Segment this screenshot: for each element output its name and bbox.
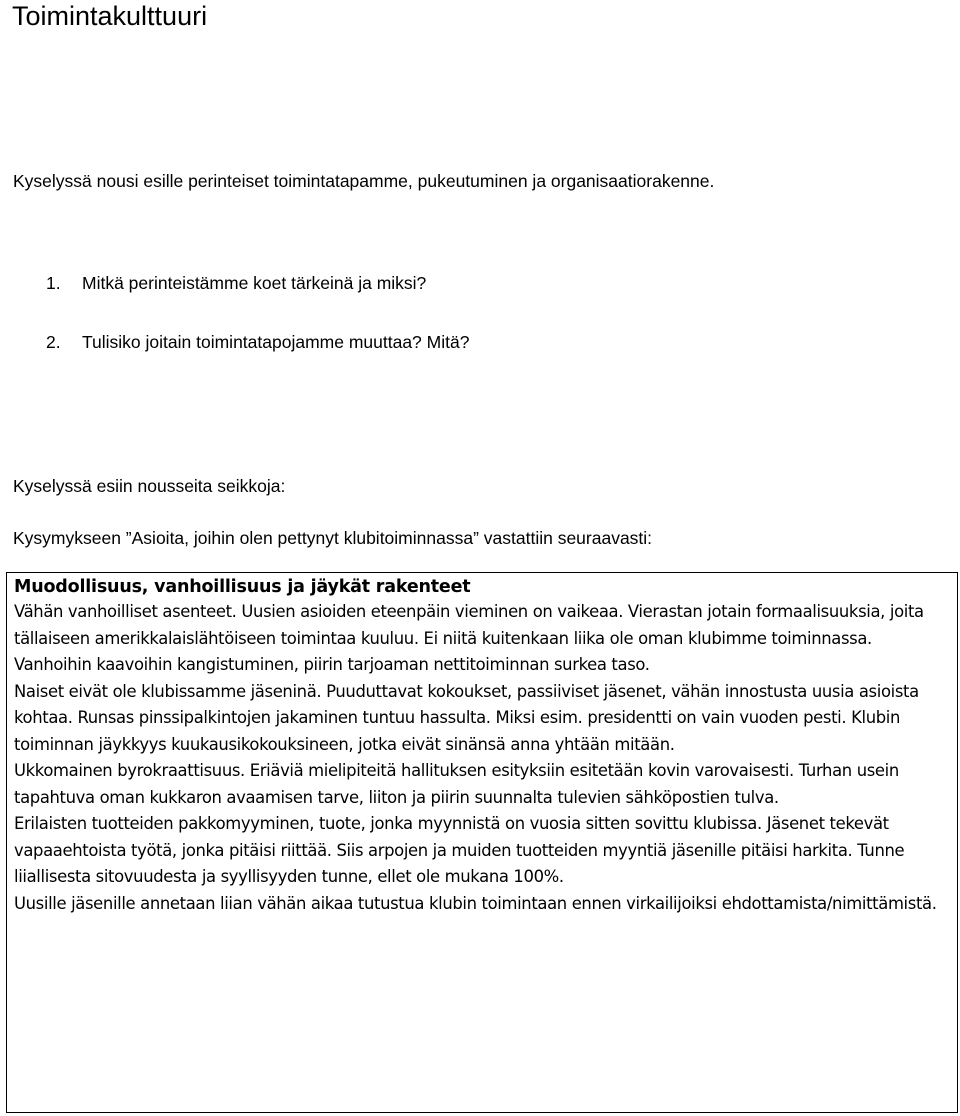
question-item-1 <box>46 272 426 294</box>
box-heading: Muodollisuus, vanhoillisuus ja jäykät rakenteet <box>14 577 471 597</box>
intro-text: Kyselyssä nousi esille perinteiset toimintatapamme, pukeutuminen ja organisaatiorakenne. <box>13 171 715 191</box>
answer-paragraph: Vähän vanhoilliset asenteet. Uusien asioiden eteenpäin vieminen on vaikeaa. Vierastan jotain formaalisuuksia, joita tällaiseen amerikkalaislähtöiseen toimintaa kuuluu. Ei niitä kuitenkaan liika ole oman klubimme toiminnassa. Vanhoihin kaavoihin kangistuminen, piirin tarjoaman nettitoiminnan surkea taso. <box>14 602 924 674</box>
answer-paragraph: Ukkomainen byrokraattisuus. Eriäviä mielipiteitä hallituksen esityksiin esitetään kovin varovaisesti. Turhan usein tapahtuva oman kukkaron avaamisen tarve, liiton ja piirin suunnalta tulevien sähköpostien tulva. <box>14 761 899 807</box>
page-title: Toimintakulttuuri <box>12 1 208 31</box>
question-text: Tulisiko joitain toimintatapojamme muuttaa? Mitä? <box>82 332 470 352</box>
answers-box <box>6 572 958 1113</box>
question-number: 2. <box>46 332 61 352</box>
findings-label: Kyselyssä esiin nousseita seikkoja: <box>13 476 286 496</box>
question-number: 1. <box>46 273 61 293</box>
box-body <box>14 599 950 917</box>
answer-paragraph: Erilaisten tuotteiden pakkomyyminen, tuote, jonka myynnistä on vuosia sitten sovittu klubissa. Jäsenet tekevät vapaaehtoista työtä, jonka pitäisi riittää. Siis arpojen ja muiden tuotteiden myyntiä jäsenille pitäisi harkita. Tunne liiallisesta sitovuudesta ja syyllisyyden tunne, ellet ole mukana 100%. <box>14 814 905 886</box>
survey-question-line: Kysymykseen ”Asioita, joihin olen pettynyt klubitoiminnassa” vastattiin seuraavasti: <box>13 528 653 548</box>
question-item-2 <box>46 331 469 353</box>
answer-paragraph: Naiset eivät ole klubissamme jäseninä. Puuduttavat kokoukset, passiiviset jäsenet, vähän innostusta uusia asioista kohtaa. Runsas pinssipalkintojen jakaminen tuntuu hassulta. Miksi esim. presidentti on vain vuoden pesti. Klubin toiminnan jäykkyys kuukausikokouksineen, jotka eivät sinänsä anna yhtään mitään. <box>14 681 919 754</box>
answer-paragraph: Uusille jäsenille annetaan liian vähän aikaa tutustua klubin toimintaan ennen virkailijoiksi ehdottamista/nimittämistä. <box>14 893 937 913</box>
question-text: Mitkä perinteistämme koet tärkeinä ja miksi? <box>82 273 427 293</box>
